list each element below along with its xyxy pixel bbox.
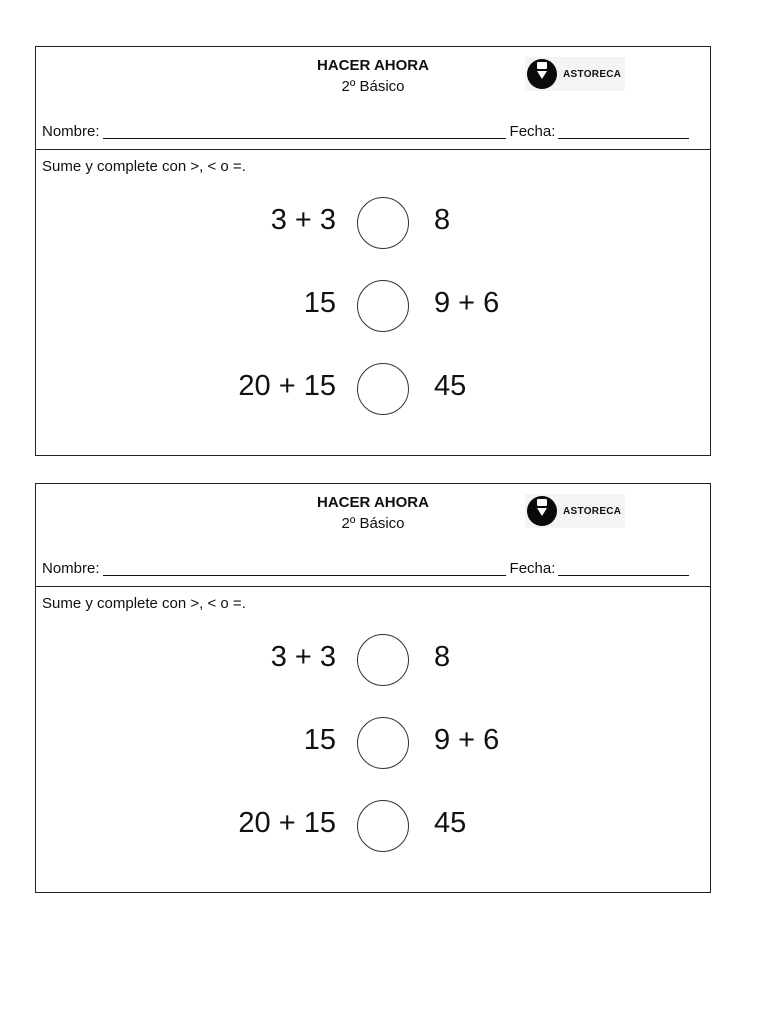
- comparison-row: [36, 799, 712, 853]
- worksheet-card: [35, 483, 711, 893]
- logo-icon: [527, 496, 557, 526]
- name-label: Nombre:: [42, 560, 100, 577]
- grade-label: 2º Básico: [341, 78, 405, 95]
- left-expression: 15: [303, 287, 336, 319]
- comparison-row: [36, 279, 712, 333]
- answer-circle[interactable]: [357, 363, 409, 415]
- right-expression: 45: [434, 370, 467, 402]
- date-label: Fecha:: [509, 123, 556, 140]
- name-date-row: [42, 123, 704, 140]
- answer-circle[interactable]: [357, 634, 409, 686]
- answer-circle[interactable]: [357, 717, 409, 769]
- answer-circle[interactable]: [357, 197, 409, 249]
- answer-circle[interactable]: [357, 800, 409, 852]
- worksheet-card: [35, 46, 711, 456]
- name-field[interactable]: [103, 123, 506, 139]
- worksheet-title: HACER AHORA: [317, 494, 429, 511]
- name-field[interactable]: [103, 560, 506, 576]
- left-expression: 3 + 3: [270, 204, 336, 236]
- comparison-row: [36, 633, 712, 687]
- astoreca-logo: [525, 57, 625, 91]
- worksheet-header: [36, 47, 710, 150]
- worksheet-title: HACER AHORA: [317, 57, 429, 74]
- right-expression: 9 + 6: [434, 724, 500, 756]
- logo-text: ASTORECA: [563, 505, 622, 517]
- right-expression: 9 + 6: [434, 287, 500, 319]
- instruction-text: Sume y complete con >, < o =.: [42, 595, 246, 612]
- date-field[interactable]: [558, 123, 689, 139]
- instruction-text: Sume y complete con >, < o =.: [42, 158, 246, 175]
- grade-label: 2º Básico: [341, 515, 405, 532]
- logo-icon: [527, 59, 557, 89]
- comparison-row: [36, 362, 712, 416]
- name-date-row: [42, 560, 704, 577]
- date-label: Fecha:: [509, 560, 556, 577]
- comparison-row: [36, 716, 712, 770]
- left-expression: 15: [303, 724, 336, 756]
- comparison-row: [36, 196, 712, 250]
- left-expression: 20 + 15: [238, 807, 336, 839]
- right-expression: 45: [434, 807, 467, 839]
- worksheet-header: [36, 484, 710, 587]
- logo-text: ASTORECA: [563, 68, 622, 80]
- astoreca-logo: [525, 494, 625, 528]
- right-expression: 8: [434, 641, 451, 673]
- left-expression: 20 + 15: [238, 370, 336, 402]
- answer-circle[interactable]: [357, 280, 409, 332]
- name-label: Nombre:: [42, 123, 100, 140]
- right-expression: 8: [434, 204, 451, 236]
- date-field[interactable]: [558, 560, 689, 576]
- left-expression: 3 + 3: [270, 641, 336, 673]
